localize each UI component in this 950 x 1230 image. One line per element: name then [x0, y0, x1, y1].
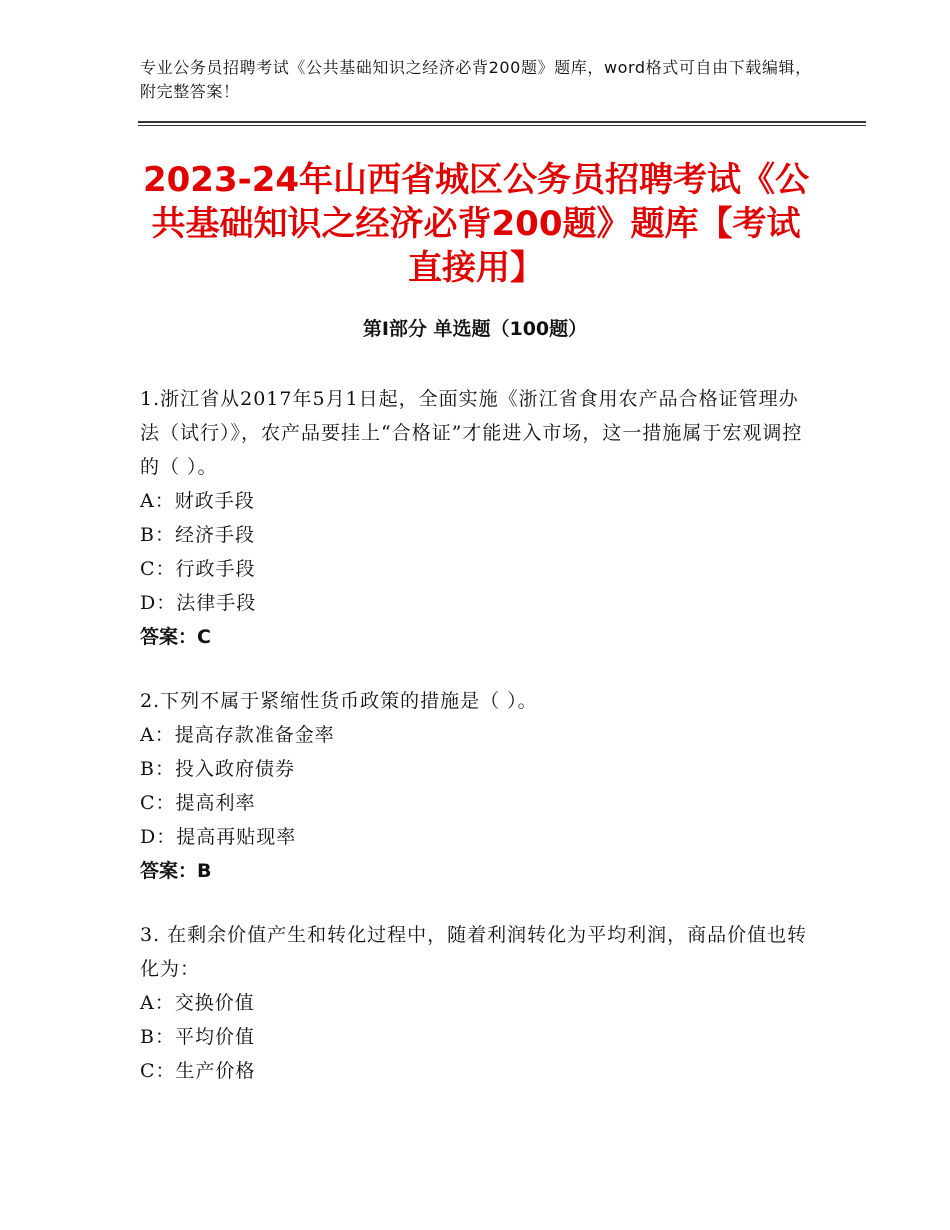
section-title: 第Ⅰ部分 单选题（100题）	[362, 318, 588, 340]
option-c: C：提高利率	[140, 792, 256, 814]
document-title: 2023-24年山西省城区公务员招聘考试《公共基础知识之经济必背200题》题库【考试直接用】	[142, 160, 810, 288]
option-b: B：平均价值	[140, 1026, 255, 1048]
option-d: D：提高再贴现率	[140, 826, 297, 848]
header-divider	[138, 121, 866, 126]
option-b: B：经济手段	[140, 524, 255, 546]
option-a: A：财政手段	[140, 490, 255, 512]
answer-line: 答案：B	[140, 860, 212, 882]
question-list	[140, 382, 812, 1118]
question-stem: 3. 在剩余价值产生和转化过程中，随着利润转化为平均利润，商品价值也转化为：	[140, 924, 808, 980]
answer-line: 答案：C	[140, 626, 211, 648]
question-2	[140, 684, 812, 888]
option-c: C：行政手段	[140, 558, 256, 580]
option-c: C：生产价格	[140, 1060, 256, 1082]
option-a: A：提高存款准备金率	[140, 724, 335, 746]
question-1	[140, 382, 812, 654]
question-stem: 2.下列不属于紧缩性货币政策的措施是（ ）。	[140, 690, 538, 712]
option-d: D：法律手段	[140, 592, 257, 614]
question-3	[140, 918, 812, 1088]
option-b: B：投入政府债券	[140, 758, 295, 780]
question-stem: 1.浙江省从2017年5月1日起，全面实施《浙江省食用农产品合格证管理办法（试行）》，农产品要挂上“合格证”才能进入市场，这一措施属于宏观调控的（ ）。	[140, 388, 803, 478]
header-note: 专业公务员招聘考试《公共基础知识之经济必背200题》题库，word格式可自由下载编辑，附完整答案！	[140, 58, 812, 101]
option-a: A：交换价值	[140, 992, 255, 1014]
